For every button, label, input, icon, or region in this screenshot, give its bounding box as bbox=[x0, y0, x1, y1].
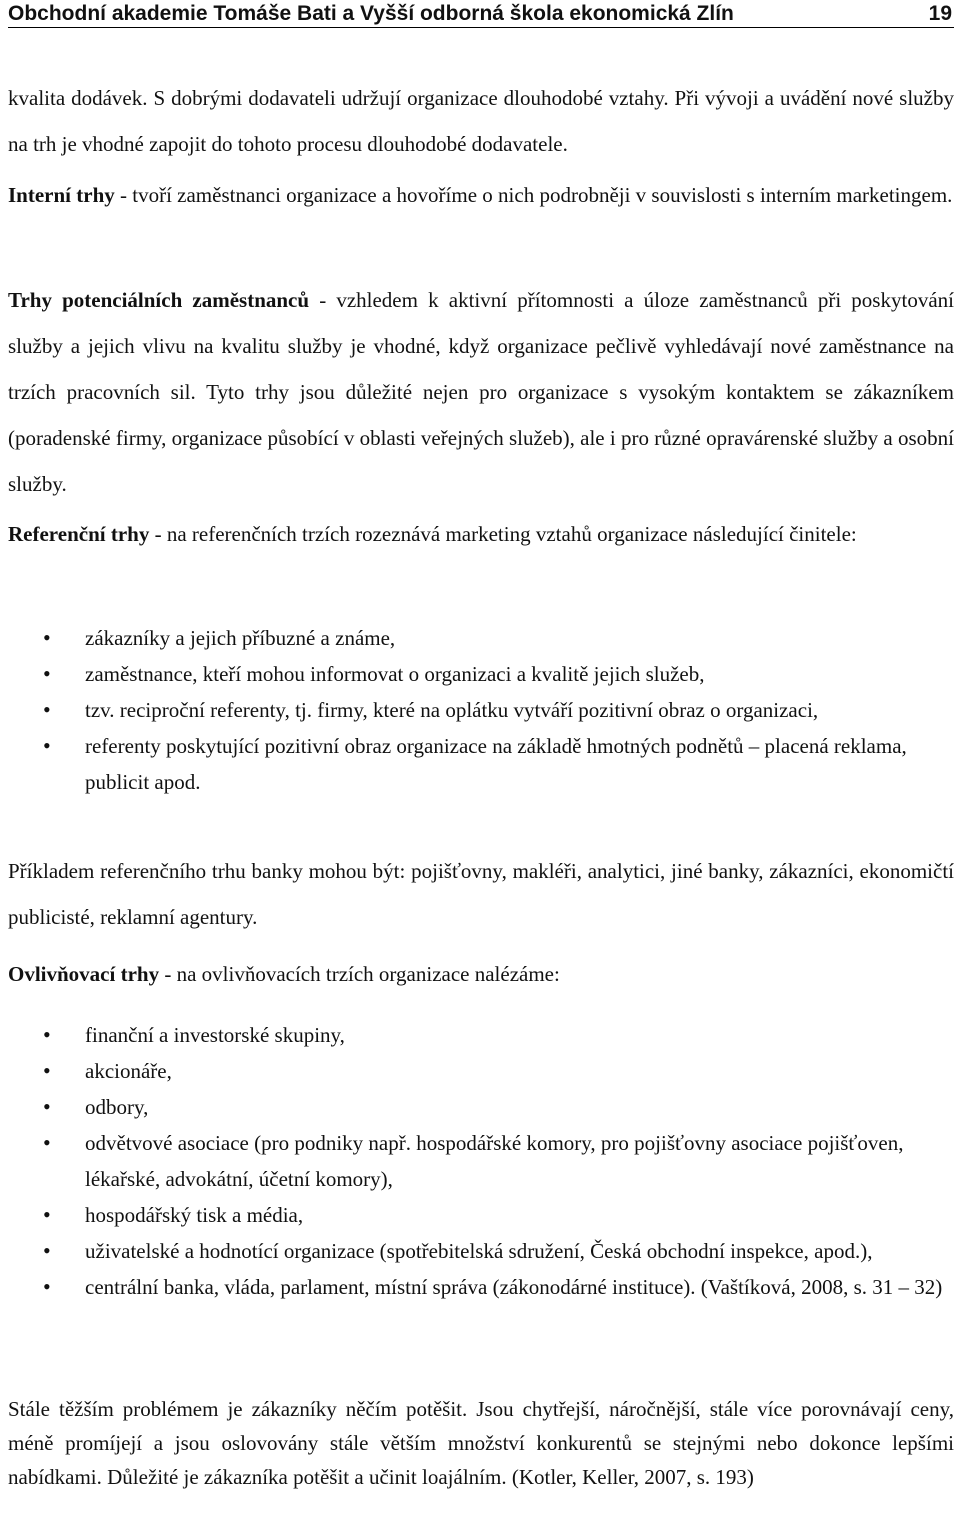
header-title: Obchodní akademie Tomáše Bati a Vyšší odborná škola ekonomická Zlín bbox=[8, 2, 734, 25]
paragraph-reference-markets: Referenční trhy - na referenčních trzích rozeznává marketing vztahů organizace následující činitele: bbox=[8, 522, 857, 546]
list-item: • finanční a investorské skupiny, bbox=[8, 1017, 954, 1053]
reference-factors-list bbox=[8, 620, 954, 800]
term-reference-markets: Referenční trhy bbox=[8, 522, 150, 546]
list-item: • uživatelské a hodnotící organizace (spotřebitelská sdružení, Česká obchodní inspekce, apod.), bbox=[8, 1233, 954, 1269]
paragraph-influence-markets: Ovlivňovací trhy - na ovlivňovacích trzích organizace nalézáme: bbox=[8, 962, 560, 986]
paragraph-internal-markets: Interní trhy - tvoří zaměstnanci organizace a hovoříme o nich podrobněji v souvislosti s interním marketingem. bbox=[8, 183, 953, 207]
list-item: • zákazníky a jejich příbuzné a známe, bbox=[8, 620, 954, 656]
page-number: 19 bbox=[928, 2, 952, 25]
list-item: • centrální banka, vláda, parlament, místní správa (zákonodárné instituce). (Vaštíková, 2008, s. 31 – 32) bbox=[8, 1269, 954, 1305]
list-item: • hospodářský tisk a média, bbox=[8, 1197, 954, 1233]
list-item: • odvětvové asociace (pro podniky např. hospodářské komory, pro pojišťovny asociace pojišťoven, lékařské, advokátní, účetní komory), bbox=[8, 1125, 954, 1197]
list-item: • tzv. reciproční referenty, tj. firmy, které na oplátku vytváří pozitivní obraz o organizaci, bbox=[8, 692, 954, 728]
list-item: • referenty poskytující pozitivní obraz organizace na základě hmotných podnětů – placená reklama, publicit apod. bbox=[8, 728, 954, 800]
list-item: • akcionáře, bbox=[8, 1053, 954, 1089]
term-employee-markets: Trhy potenciálních zaměstnanců bbox=[8, 288, 310, 312]
paragraph-suppliers: kvalita dodávek. S dobrými dodavateli udržují organizace dlouhodobé vztahy. Při vývoji a uvádění nové služby na trh je vhodné zapojit do tohoto procesu dlouhodobé dodavatele. bbox=[8, 86, 954, 156]
paragraph-bank-reference-example: Příkladem referenčního trhu banky mohou být: pojišťovny, makléři, analytici, jiné banky, zákazníci, ekonomičtí publicisté, reklamní agentury. bbox=[8, 859, 954, 929]
page-header bbox=[8, 0, 954, 28]
list-item: • zaměstnance, kteří mohou informovat o organizaci a kvalitě jejich služeb, bbox=[8, 656, 954, 692]
paragraph-customer-loyalty: Stále těžším problémem je zákazníky něčím potěšit. Jsou chytřejší, náročnější, stále více porovnávají ceny, méně promíjejí a jsou oslovovány stále větším množství konkurentů se stejnými nebo dokonce lepšími nabídkami. Důležité je zákazníka potěšit a učinit loajálním. (Kotler, Keller, 2007, s. 193) bbox=[8, 1397, 954, 1489]
paragraph-employee-markets: Trhy potenciálních zaměstnanců - vzhledem k aktivní přítomnosti a úloze zaměstnanců při poskytování služby a jejich vlivu na kvalitu služby je vhodné, když organizace pečlivě vyhledávají nové zaměstnance na trzích pracovních sil. Tyto trhy jsou důležité nejen pro organizace s vysokým kontaktem se zákazníkem (poradenské firmy, organizace působící v oblasti veřejných služeb), ale i pro různé opravárenské služby a osobní služby. bbox=[8, 288, 954, 496]
influence-markets-list bbox=[8, 1017, 954, 1305]
term-internal-markets: Interní trhy bbox=[8, 183, 115, 207]
list-item: • odbory, bbox=[8, 1089, 954, 1125]
term-influence-markets: Ovlivňovací trhy bbox=[8, 962, 160, 986]
